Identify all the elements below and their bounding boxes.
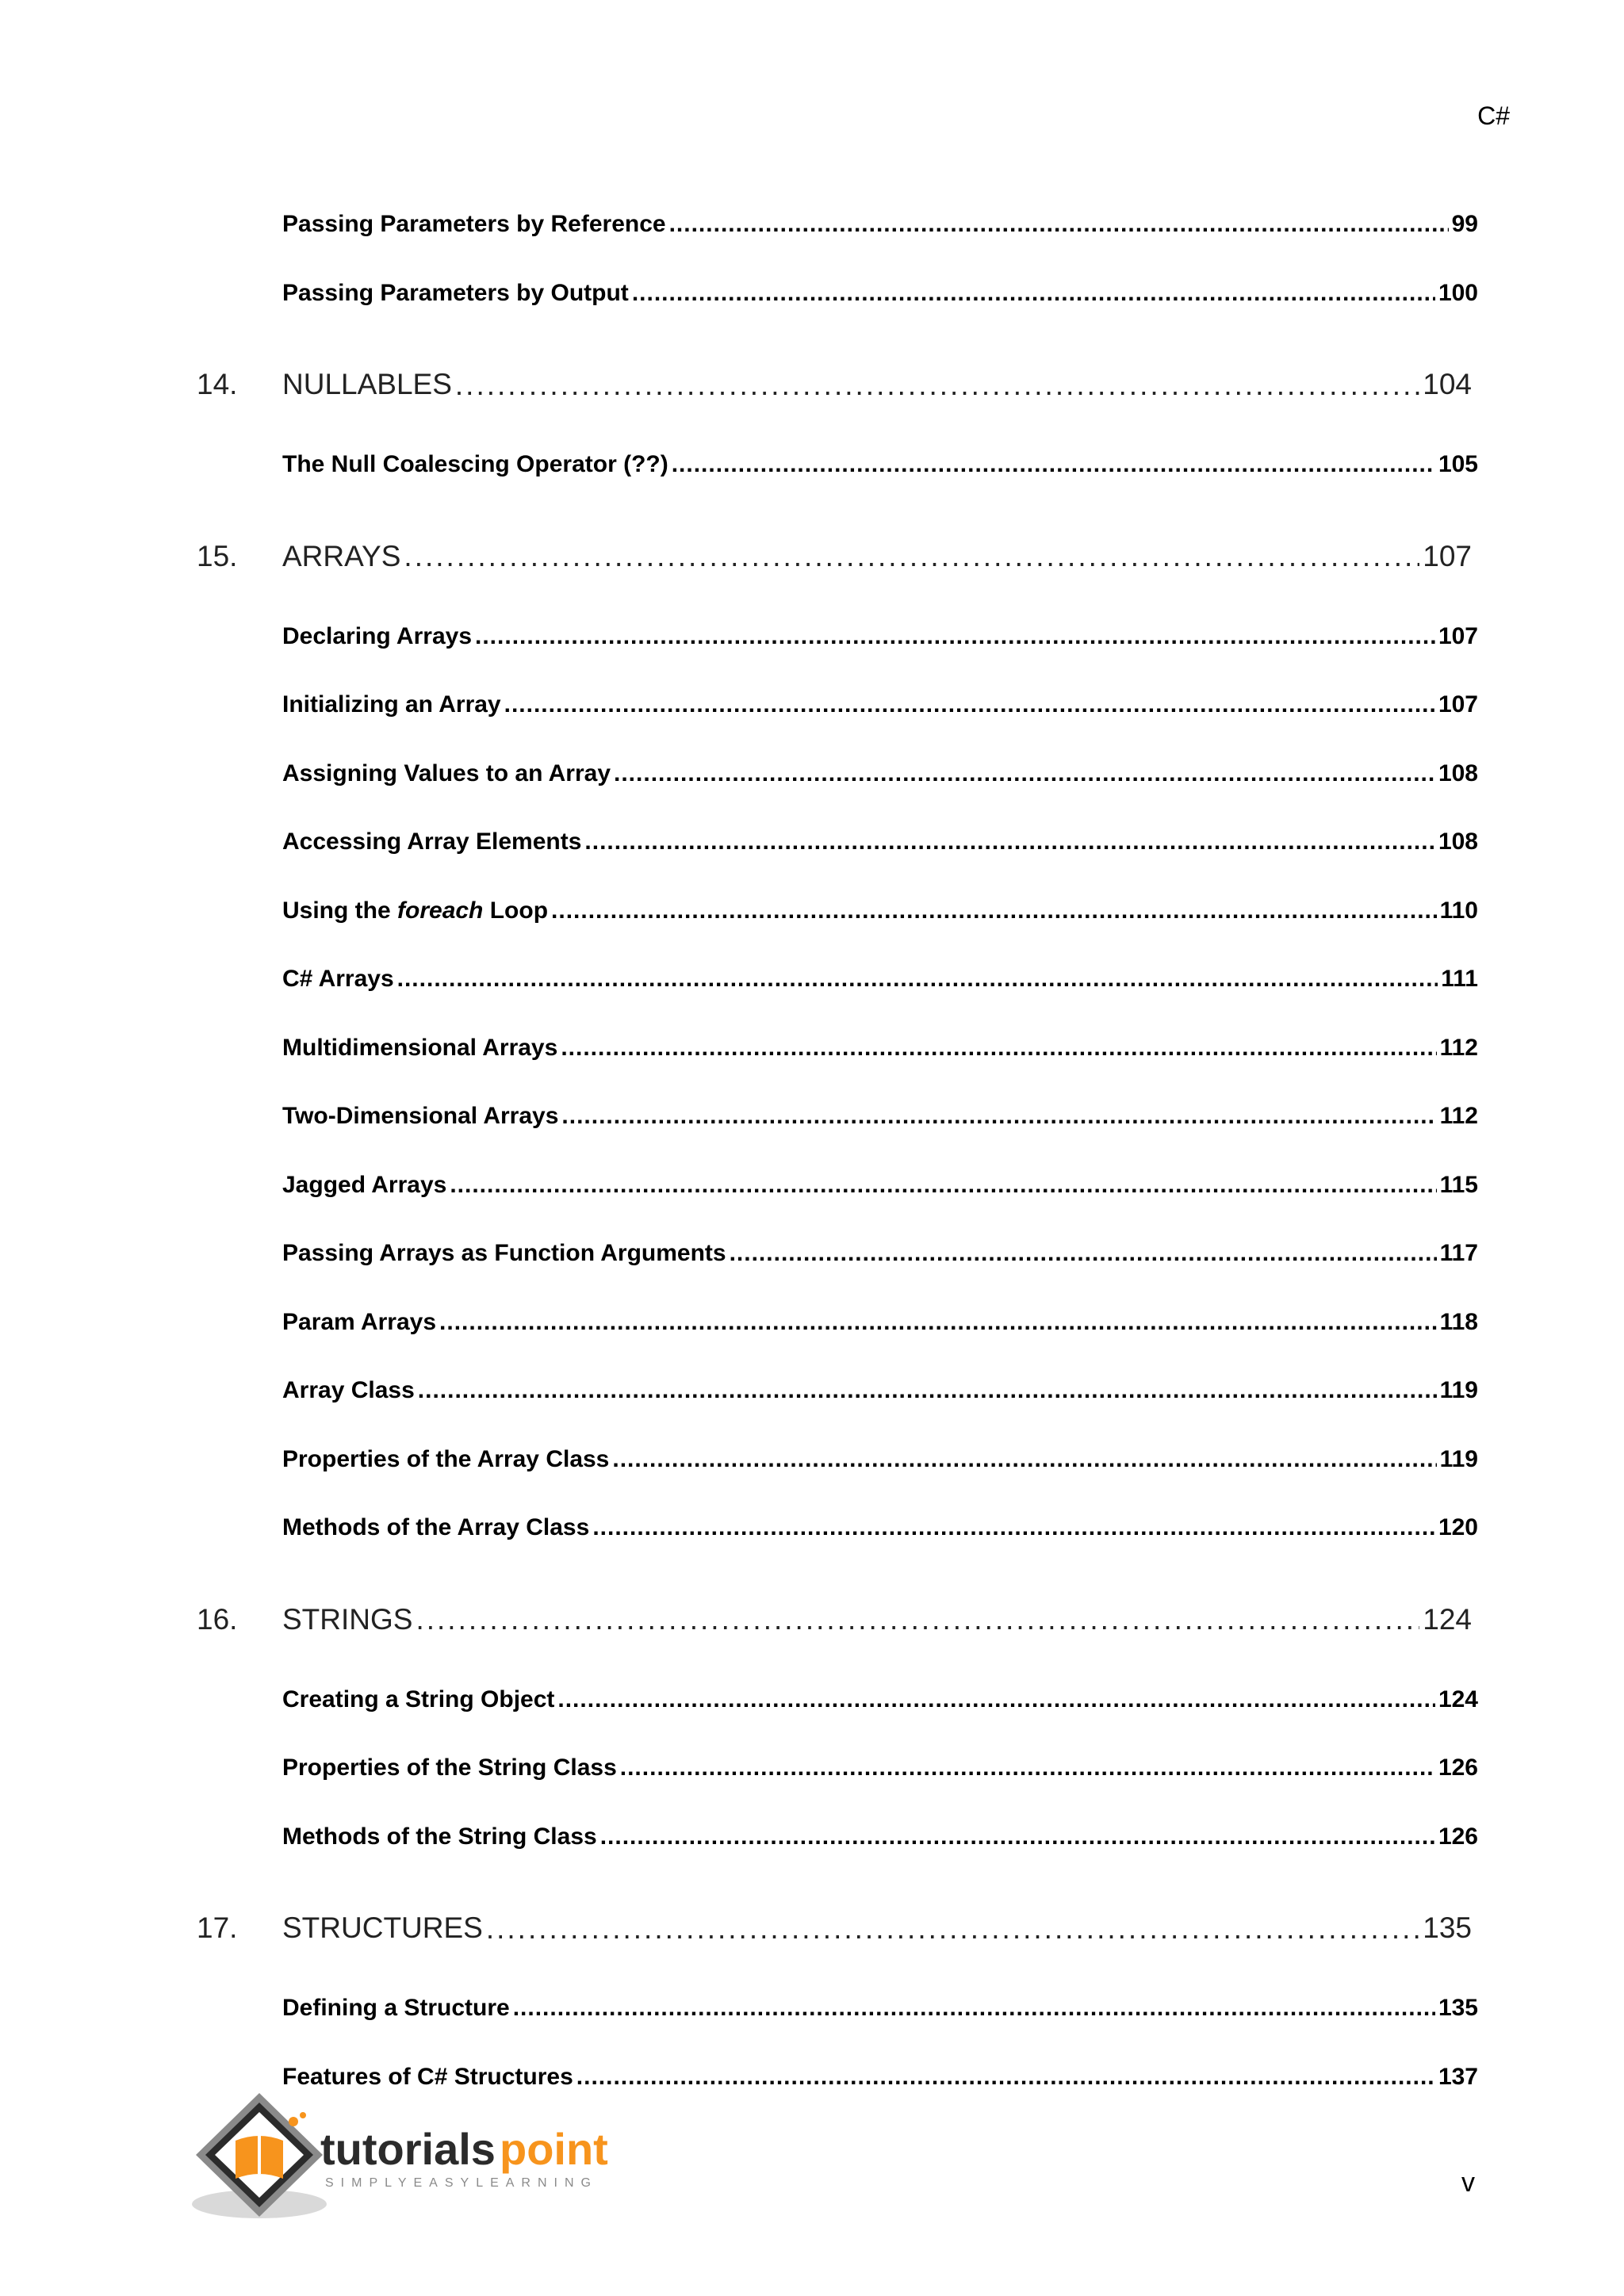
chapter-number: 17. <box>197 1911 238 1944</box>
toc-section-entry[interactable] <box>282 671 1478 740</box>
section-title: Features of C# Structures <box>282 2063 573 2090</box>
toc-section-entry[interactable] <box>282 1014 1478 1083</box>
toc-section-entry[interactable] <box>282 259 1478 328</box>
page-ref: 137 <box>1438 2063 1478 2090</box>
section-title: Array Class <box>282 1377 415 1404</box>
toc-section-entry[interactable] <box>282 808 1478 877</box>
toc-section-entry[interactable] <box>282 1082 1478 1151</box>
dot-leader <box>614 762 1435 786</box>
toc-section-entry[interactable] <box>282 1803 1478 1872</box>
toc-section-entry[interactable] <box>282 430 1478 499</box>
section-title: Two-Dimensional Arrays <box>282 1103 559 1130</box>
dot-leader <box>504 693 1435 717</box>
dot-leader <box>620 1756 1435 1780</box>
section-title: Assigning Values to an Array <box>282 760 611 786</box>
toc-section-entry[interactable] <box>282 190 1478 259</box>
section-title: Accessing Array Elements <box>282 828 582 855</box>
dot-leader <box>557 1688 1435 1712</box>
dot-leader <box>475 625 1435 649</box>
chapter-number: 14. <box>197 368 238 400</box>
toc-section-entry[interactable] <box>282 1288 1478 1357</box>
toc-chapter-entry[interactable] <box>197 339 1478 430</box>
page-ref: 108 <box>1438 828 1478 855</box>
toc-section-entry[interactable] <box>282 1494 1478 1563</box>
page-ref: 126 <box>1438 1823 1478 1850</box>
page-ref: 126 <box>1438 1755 1478 1781</box>
toc-section-entry[interactable] <box>282 1357 1478 1425</box>
toc-chapter-entry[interactable] <box>197 1574 1478 1666</box>
dot-leader <box>513 1996 1435 2020</box>
dot-leader <box>418 1379 1437 1402</box>
dot-leader <box>592 1516 1435 1540</box>
chapter-title: NULLABLES <box>282 368 452 400</box>
toc-section-entry[interactable] <box>282 1219 1478 1288</box>
section-title: Initializing an Array <box>282 691 501 718</box>
page-ref: 108 <box>1438 760 1478 786</box>
dot-leader <box>439 1311 1437 1334</box>
section-title: Multidimensional Arrays <box>282 1034 558 1061</box>
section-title: The Null Coalescing Operator (??) <box>282 451 668 478</box>
dot-leader <box>730 1242 1437 1265</box>
tutorialspoint-logo <box>192 2085 652 2228</box>
section-title: Defining a Structure <box>282 1995 510 2022</box>
toc-section-entry[interactable] <box>282 740 1478 809</box>
page-ref: 119 <box>1439 1377 1478 1404</box>
table-of-contents <box>197 190 1478 2111</box>
toc-chapter-entry[interactable] <box>197 511 1478 603</box>
toc-section-entry[interactable] <box>282 603 1478 672</box>
chapter-number: 15. <box>197 539 238 572</box>
dot-leader <box>455 370 1419 400</box>
section-title: Methods of the Array Class <box>282 1514 590 1541</box>
page-ref: 104 <box>1423 368 1472 400</box>
section-title: Passing Parameters by Output <box>282 279 629 306</box>
page-ref: 135 <box>1423 1911 1472 1944</box>
page-ref: 117 <box>1439 1240 1478 1267</box>
dot-leader <box>551 899 1437 923</box>
dot-leader <box>672 453 1435 476</box>
dot-leader <box>632 281 1435 305</box>
toc-section-entry[interactable] <box>282 945 1478 1014</box>
chapter-title: ARRAYS <box>282 539 401 572</box>
section-title: Creating a String Object <box>282 1686 555 1712</box>
page-ref: 119 <box>1439 1445 1478 1472</box>
page-ref: 107 <box>1438 622 1478 649</box>
toc-section-entry[interactable] <box>282 877 1478 946</box>
section-title: Passing Parameters by Reference <box>282 211 666 238</box>
dot-leader <box>561 1036 1436 1060</box>
section-title: C# Arrays <box>282 966 394 993</box>
toc-chapter-entry[interactable] <box>197 1882 1478 1974</box>
section-title-keyword: foreach <box>397 897 484 924</box>
chapter-title: STRINGS <box>282 1602 413 1636</box>
logo-tagline: SIMPLYEASYLEARNING <box>325 2176 598 2190</box>
page-ref: 118 <box>1439 1308 1478 1335</box>
page-ref: 112 <box>1439 1034 1478 1061</box>
logo-word-point: point <box>500 2124 608 2174</box>
dot-leader <box>397 967 1438 991</box>
logo-spark-icon <box>289 2117 298 2126</box>
chapter-title: STRUCTURES <box>282 1911 483 1944</box>
logo-word-tutorials: tutorials <box>320 2124 496 2174</box>
page-ref: 99 <box>1451 211 1478 238</box>
dot-leader <box>416 1605 1419 1634</box>
toc-section-entry[interactable] <box>282 1666 1478 1735</box>
dot-leader <box>404 541 1419 571</box>
dot-leader <box>561 1104 1436 1128</box>
section-title: Jagged Arrays <box>282 1171 447 1198</box>
dot-leader <box>486 1914 1419 1943</box>
dot-leader <box>450 1173 1436 1197</box>
page-ref: 107 <box>1438 691 1478 718</box>
section-title <box>282 897 548 924</box>
section-title: Passing Arrays as Function Arguments <box>282 1240 726 1267</box>
page-ref: 107 <box>1423 539 1472 572</box>
running-header: C# <box>1477 101 1510 130</box>
page-ref: 112 <box>1439 1103 1478 1130</box>
dot-leader <box>576 2065 1435 2089</box>
dot-leader <box>584 830 1435 854</box>
page-ref: 124 <box>1423 1602 1472 1636</box>
page-number: v <box>1461 2168 1475 2198</box>
page-ref: 110 <box>1439 897 1478 924</box>
section-title: Methods of the String Class <box>282 1823 597 1850</box>
page-ref: 120 <box>1438 1514 1478 1541</box>
dot-leader <box>669 212 1449 236</box>
page-ref: 135 <box>1438 1995 1478 2022</box>
page-ref: 100 <box>1438 279 1478 306</box>
chapter-number: 16. <box>197 1602 238 1636</box>
section-title-part: Loop <box>483 897 549 924</box>
dot-leader <box>600 1825 1435 1849</box>
toc-section-entry[interactable] <box>282 1151 1478 1220</box>
toc-section-entry[interactable] <box>282 1974 1478 2043</box>
toc-section-entry[interactable] <box>282 1734 1478 1803</box>
page-ref: 115 <box>1439 1171 1478 1198</box>
section-title: Properties of the Array Class <box>282 1445 610 1472</box>
page-ref: 124 <box>1438 1686 1478 1712</box>
section-title: Param Arrays <box>282 1308 437 1335</box>
section-title: Declaring Arrays <box>282 622 473 649</box>
dot-leader <box>612 1448 1436 1471</box>
section-title: Properties of the String Class <box>282 1755 617 1781</box>
page-ref: 105 <box>1438 451 1478 478</box>
page-ref: 111 <box>1441 966 1478 993</box>
toc-section-entry[interactable] <box>282 1425 1478 1494</box>
section-title-part: Using the <box>282 897 398 924</box>
